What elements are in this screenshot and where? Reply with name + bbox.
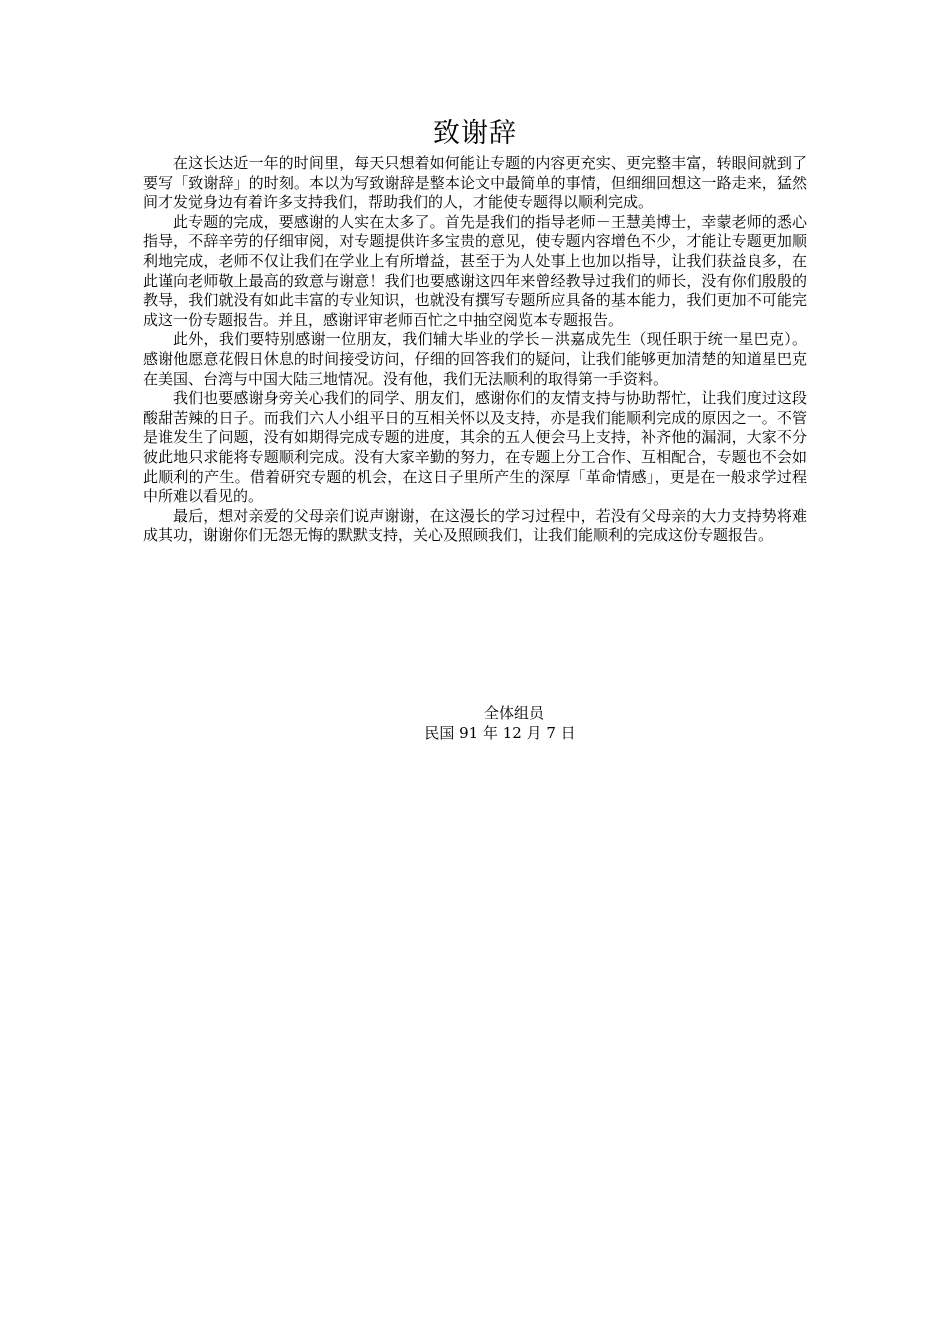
paragraph-4: 我们也要感谢身旁关心我们的同学、朋友们，感谢你们的友情支持与协助帮忙，让我们度过这段酸甜苦辣的日子。而我们六人小组平日的互相关怀以及支持，亦是我们能顺利完成的原因之一。不管是谁发生了问题，没有如期得完成专题的进度，其余的五人便会马上支持，补齐他的漏洞，大家不分彼此地只求能将专题顺利完成。没有大家辛勤的努力，在专题上分工合作、互相配合，专题也不会如此顺利的产生。借着研究专题的机会，在这日子里所产生的深厚「革命情感」，更是在一般求学过程中所难以看见的。: [143, 389, 807, 506]
signature-date: 民国 91 年 12 月 7 日: [424, 724, 576, 742]
signature-block: [143, 703, 807, 743]
paragraph-3: 此外，我们要特别感谢一位朋友，我们辅大毕业的学长－洪嘉成先生（现任职于统一星巴克）。感谢他愿意花假日休息的时间接受访问，仔细的回答我们的疑问，让我们能够更加清楚的知道星巴克在美国、台湾与中国大陆三地情况。没有他，我们无法顺利的取得第一手资料。: [143, 330, 807, 388]
paragraph-2: 此专题的完成，要感谢的人实在太多了。首先是我们的指导老师－王慧美博士，幸蒙老师的悉心指导，不辞辛劳的仔细审阅，对专题提供许多宝贵的意见，使专题内容增色不少，才能让专题更加顺利地完成，老师不仅让我们在学业上有所增益，甚至于为人处事上也加以指导，让我们获益良多，在此谨向老师敬上最高的致意与谢意！我们也要感谢这四年来曾经教导过我们的师长，没有你们殷殷的教导，我们就没有如此丰富的专业知识，也就没有撰写专题所应具备的基本能力，我们更加不可能完成这一份专题报告。并且，感谢评审老师百忙之中抽空阅览本专题报告。: [143, 212, 807, 329]
signature-group: 全体组员: [483, 704, 544, 722]
document-content: [143, 114, 807, 546]
document-title: 致谢辞: [433, 118, 517, 149]
paragraph-5: 最后，想对亲爱的父母亲们说声谢谢，在这漫长的学习过程中，若没有父母亲的大力支持势将难成其功，谢谢你们无怨无悔的默默支持，关心及照顾我们，让我们能顺利的完成这份专题报告。: [143, 506, 807, 545]
document-body: [143, 154, 807, 546]
paragraph-1: 在这长达近一年的时间里，每天只想着如何能让专题的内容更充实、更完整丰富，转眼间就到了要写「致谢辞」的时刻。本以为写致谢辞是整本论文中最简单的事情，但细细回想这一路走来，猛然间才发觉身边有着许多支持我们，帮助我们的人，才能使专题得以顺利完成。: [143, 154, 807, 212]
